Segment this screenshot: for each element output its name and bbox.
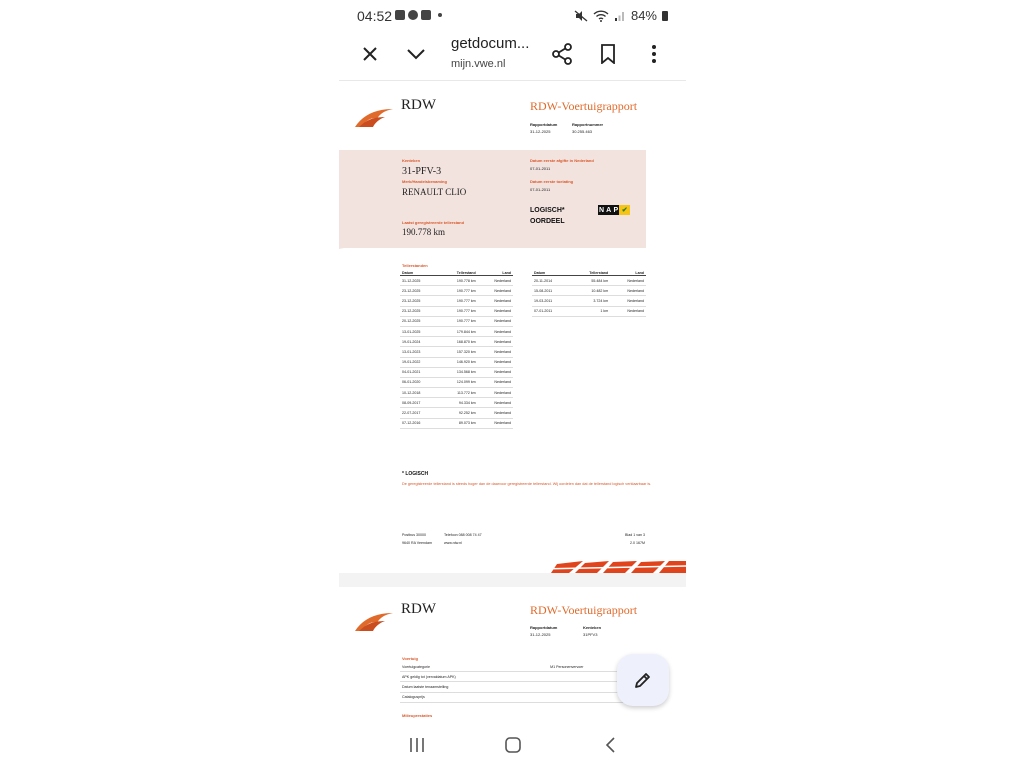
cell-datum: 23-12-2025 [400, 286, 438, 296]
browser-toolbar [339, 32, 686, 81]
table-row [400, 286, 513, 296]
wifi-icon [593, 10, 609, 22]
footer-address [402, 531, 432, 547]
merk-label: Merk/Handelsbenaming [402, 179, 447, 184]
cell-datum: 10-12-2018 [400, 388, 438, 398]
cell-tellerstand: 146.920 km [438, 357, 477, 367]
cell-tellerstand: 190.778 km [438, 276, 477, 286]
note-text: De geregistreerde tellerstand is steeds hoger dan de daarvoor geregistreerde tellerstand. Wij oordelen dan dat de tellerstand logisch verklaarbaar is. [402, 482, 652, 486]
tellerstanden-table-left [400, 270, 513, 429]
share-button[interactable] [544, 36, 580, 72]
chevron-down-icon [407, 48, 425, 60]
cell-land: Nederland [610, 296, 646, 306]
table-row [400, 672, 644, 682]
system-nav-bar [339, 723, 686, 768]
vehicle-summary-band [339, 150, 646, 248]
cell-datum: 31-12-2025 [400, 276, 438, 286]
nap-letter-n: N [599, 206, 605, 214]
back-button[interactable] [598, 735, 622, 755]
table-row [532, 296, 646, 306]
page-url[interactable]: mijn.vwe.nl [451, 58, 506, 70]
col-datum: Datum [400, 270, 438, 276]
notification-icon [395, 10, 405, 20]
cell-land: Nederland [478, 367, 513, 377]
page-title[interactable]: getdocum... [451, 35, 530, 52]
close-button[interactable] [352, 36, 388, 72]
cell-land: Nederland [610, 286, 646, 296]
cell-land: Nederland [610, 276, 646, 286]
eerste-toel-value: 07-01-2011 [530, 187, 551, 192]
facebook-icon [408, 10, 418, 20]
cell-tellerstand: 10.482 km [570, 286, 610, 296]
table-row [400, 306, 513, 316]
kenteken-value: 31-PFV-3 [402, 166, 442, 177]
cell-field: Catalogusprijs [400, 692, 548, 702]
cell-tellerstand: 190.777 km [438, 286, 477, 296]
rapportdatum-value: 31-12-2025 [530, 632, 551, 637]
kenteken-label: Kenteken [402, 158, 421, 163]
signal-icon [614, 10, 626, 22]
rapportdatum-value: 31-12-2025 [530, 129, 551, 134]
eerste-toel-label: Datum eerste toelating [530, 179, 574, 184]
table-row [400, 357, 513, 367]
brand-name: RDW [401, 97, 436, 113]
cell-tellerstand: 3.724 km [570, 296, 610, 306]
cell-datum: 08-09-2017 [400, 398, 438, 408]
home-button[interactable] [501, 735, 525, 755]
cell-datum: 04-01-2021 [400, 367, 438, 377]
cell-value: M1 Personenvervoer [548, 662, 644, 672]
cell-datum: 23-12-2025 [400, 296, 438, 306]
cell-land: Nederland [478, 326, 513, 336]
more-options-button[interactable] [636, 36, 672, 72]
cell-land: Nederland [478, 276, 513, 286]
table-row [400, 296, 513, 306]
table-row [400, 408, 513, 418]
rapportnummer-value: 30.255.463 [572, 129, 593, 134]
cell-datum: 22-07-2017 [400, 408, 438, 418]
document-viewer[interactable] [339, 81, 686, 723]
tellerstanden-table-right [532, 270, 646, 317]
col-land: Land [610, 270, 646, 276]
cell-tellerstand: 134.568 km [438, 367, 477, 377]
cell-tellerstand: 168.870 km [438, 337, 477, 347]
oordeel-line1: LOGISCH* [530, 207, 565, 214]
cell-tellerstand: 124.099 km [438, 377, 477, 387]
table-row [400, 326, 513, 336]
cell-datum: 19-03-2011 [532, 296, 570, 306]
cell-datum: 20-12-2025 [400, 316, 438, 326]
table-row [400, 377, 513, 387]
cell-datum: 15-08-2011 [532, 286, 570, 296]
cell-tellerstand: 94.334 km [438, 398, 477, 408]
table-row [400, 662, 644, 672]
col-tellerstand: Tellerstand [570, 270, 610, 276]
note-title: * LOGISCH [402, 471, 429, 477]
cell-tellerstand: 1 km [570, 306, 610, 316]
cell-datum: 07-12-2016 [400, 418, 438, 428]
table-row [400, 347, 513, 357]
footer-tel: Telefoon 088 008 74 47 [444, 533, 482, 537]
cell-land: Nederland [478, 296, 513, 306]
kenteken-label: Kenteken [583, 625, 602, 630]
cell-datum: 19-01-2022 [400, 357, 438, 367]
cell-land: Nederland [478, 418, 513, 428]
table-row [400, 337, 513, 347]
recents-button[interactable] [405, 735, 429, 755]
battery-percent: 84% [630, 8, 657, 23]
rdw-stripes-icon [539, 561, 686, 573]
col-datum: Datum [532, 270, 570, 276]
checkmark-icon: ✔ [619, 205, 630, 215]
system-status [574, 8, 668, 23]
report-title: RDW-Voertuigrapport [530, 603, 638, 617]
cell-field: Datum laatste tenaamstelling [400, 682, 548, 692]
recents-icon [408, 736, 426, 754]
rdw-logo-icon [353, 105, 395, 129]
milieu-label: Milieuprestaties [402, 713, 433, 718]
cell-land: Nederland [478, 286, 513, 296]
minimize-button[interactable] [398, 36, 434, 72]
table-row [532, 286, 646, 296]
cell-datum: 23-12-2025 [400, 306, 438, 316]
cell-land: Nederland [478, 337, 513, 347]
col-tellerstand: Tellerstand [438, 270, 477, 276]
eerste-nl-label: Datum eerste afgifte in Nederland [530, 158, 594, 163]
edit-fab-button[interactable] [617, 654, 669, 706]
cell-tellerstand: 190.777 km [438, 296, 477, 306]
home-icon [504, 736, 522, 754]
bookmark-button[interactable] [590, 36, 626, 72]
footer-web: www.rdw.nl [444, 541, 462, 545]
cell-datum: 19-01-2024 [400, 337, 438, 347]
table-row [400, 388, 513, 398]
footer-contact [444, 531, 482, 547]
nap-letter-a: A [606, 206, 612, 214]
rapportdatum-label: Rapportdatum [530, 625, 558, 630]
more-vert-icon [651, 44, 657, 64]
cell-datum: 20-11-2014 [532, 276, 570, 286]
battery-icon [662, 11, 668, 21]
cell-field: Voertuigcategorie [400, 662, 548, 672]
footer-page: Blad 1 van 3 [625, 533, 645, 537]
cell-land: Nederland [478, 388, 513, 398]
mute-icon [574, 10, 588, 22]
nap-logo [598, 205, 630, 217]
rapportdatum-label: Rapportdatum [530, 122, 558, 127]
cell-land: Nederland [478, 408, 513, 418]
kenteken-value: 31PFV3 [583, 632, 598, 637]
table-row [532, 276, 646, 286]
footer-addr-1: Postbus 30000 [402, 533, 426, 537]
table-row [400, 276, 513, 286]
cell-tellerstand: 190.777 km [438, 316, 477, 326]
cell-tellerstand: 179.844 km [438, 326, 477, 336]
voertuig-label: Voertuig [402, 656, 418, 661]
cell-land: Nederland [478, 398, 513, 408]
eerste-nl-value: 07-01-2011 [530, 166, 551, 171]
tellerstanden-label: Tellerstanden [402, 263, 428, 268]
folder-icon [421, 10, 431, 20]
rapportnummer-label: Rapportnummer [572, 122, 604, 127]
notification-icons [395, 10, 442, 20]
bookmark-icon [600, 44, 616, 64]
cell-land: Nederland [478, 357, 513, 367]
cell-datum: 07-01-2011 [532, 306, 570, 316]
cell-datum: 13-01-2023 [400, 347, 438, 357]
cell-datum: 13-01-2025 [400, 326, 438, 336]
document-page-1 [339, 81, 686, 573]
rdw-logo-icon [353, 609, 395, 633]
nap-letter-p: P [613, 206, 619, 214]
table-row [400, 682, 644, 692]
cell-tellerstand: 113.772 km [438, 388, 477, 398]
cell-tellerstand: 190.777 km [438, 306, 477, 316]
oordeel-line2: OORDEEL [530, 218, 565, 225]
col-land: Land [478, 270, 513, 276]
teller-value: 190.778 km [402, 227, 446, 237]
cell-land: Nederland [610, 306, 646, 316]
cell-tellerstand: 157.320 km [438, 347, 477, 357]
more-notifications-dot [438, 13, 442, 17]
table-row [400, 367, 513, 377]
table-row [532, 306, 646, 316]
cell-field: APK geldig tot (vervaldatum APK) [400, 672, 548, 682]
edit-icon [633, 670, 653, 690]
cell-land: Nederland [478, 377, 513, 387]
cell-tellerstand: 55.484 km [570, 276, 610, 286]
table-row [400, 692, 644, 702]
cell-tellerstand: 89.073 km [438, 418, 477, 428]
close-icon [362, 46, 378, 62]
brand-name: RDW [401, 601, 436, 617]
cell-land: Nederland [478, 347, 513, 357]
footer-code: 2.0 167M [630, 541, 645, 545]
footer-addr-2: 9640 RA Veendam [402, 541, 432, 545]
status-time: 04:52 [357, 8, 393, 24]
cell-datum: 06-01-2020 [400, 377, 438, 387]
table-row [400, 398, 513, 408]
report-title: RDW-Voertuigrapport [530, 99, 638, 113]
status-bar [339, 0, 686, 32]
share-icon [552, 43, 572, 65]
teller-label: Laatst geregistreerde tellerstand [402, 220, 465, 225]
browser-window [339, 0, 686, 768]
voertuig-table [400, 662, 644, 703]
merk-value: RENAULT CLIO [402, 187, 467, 197]
back-icon [604, 736, 616, 754]
cell-land: Nederland [478, 306, 513, 316]
table-row [400, 316, 513, 326]
cell-land: Nederland [478, 316, 513, 326]
footer-page-info [625, 531, 645, 547]
table-row [400, 418, 513, 428]
cell-tellerstand: 92.252 km [438, 408, 477, 418]
